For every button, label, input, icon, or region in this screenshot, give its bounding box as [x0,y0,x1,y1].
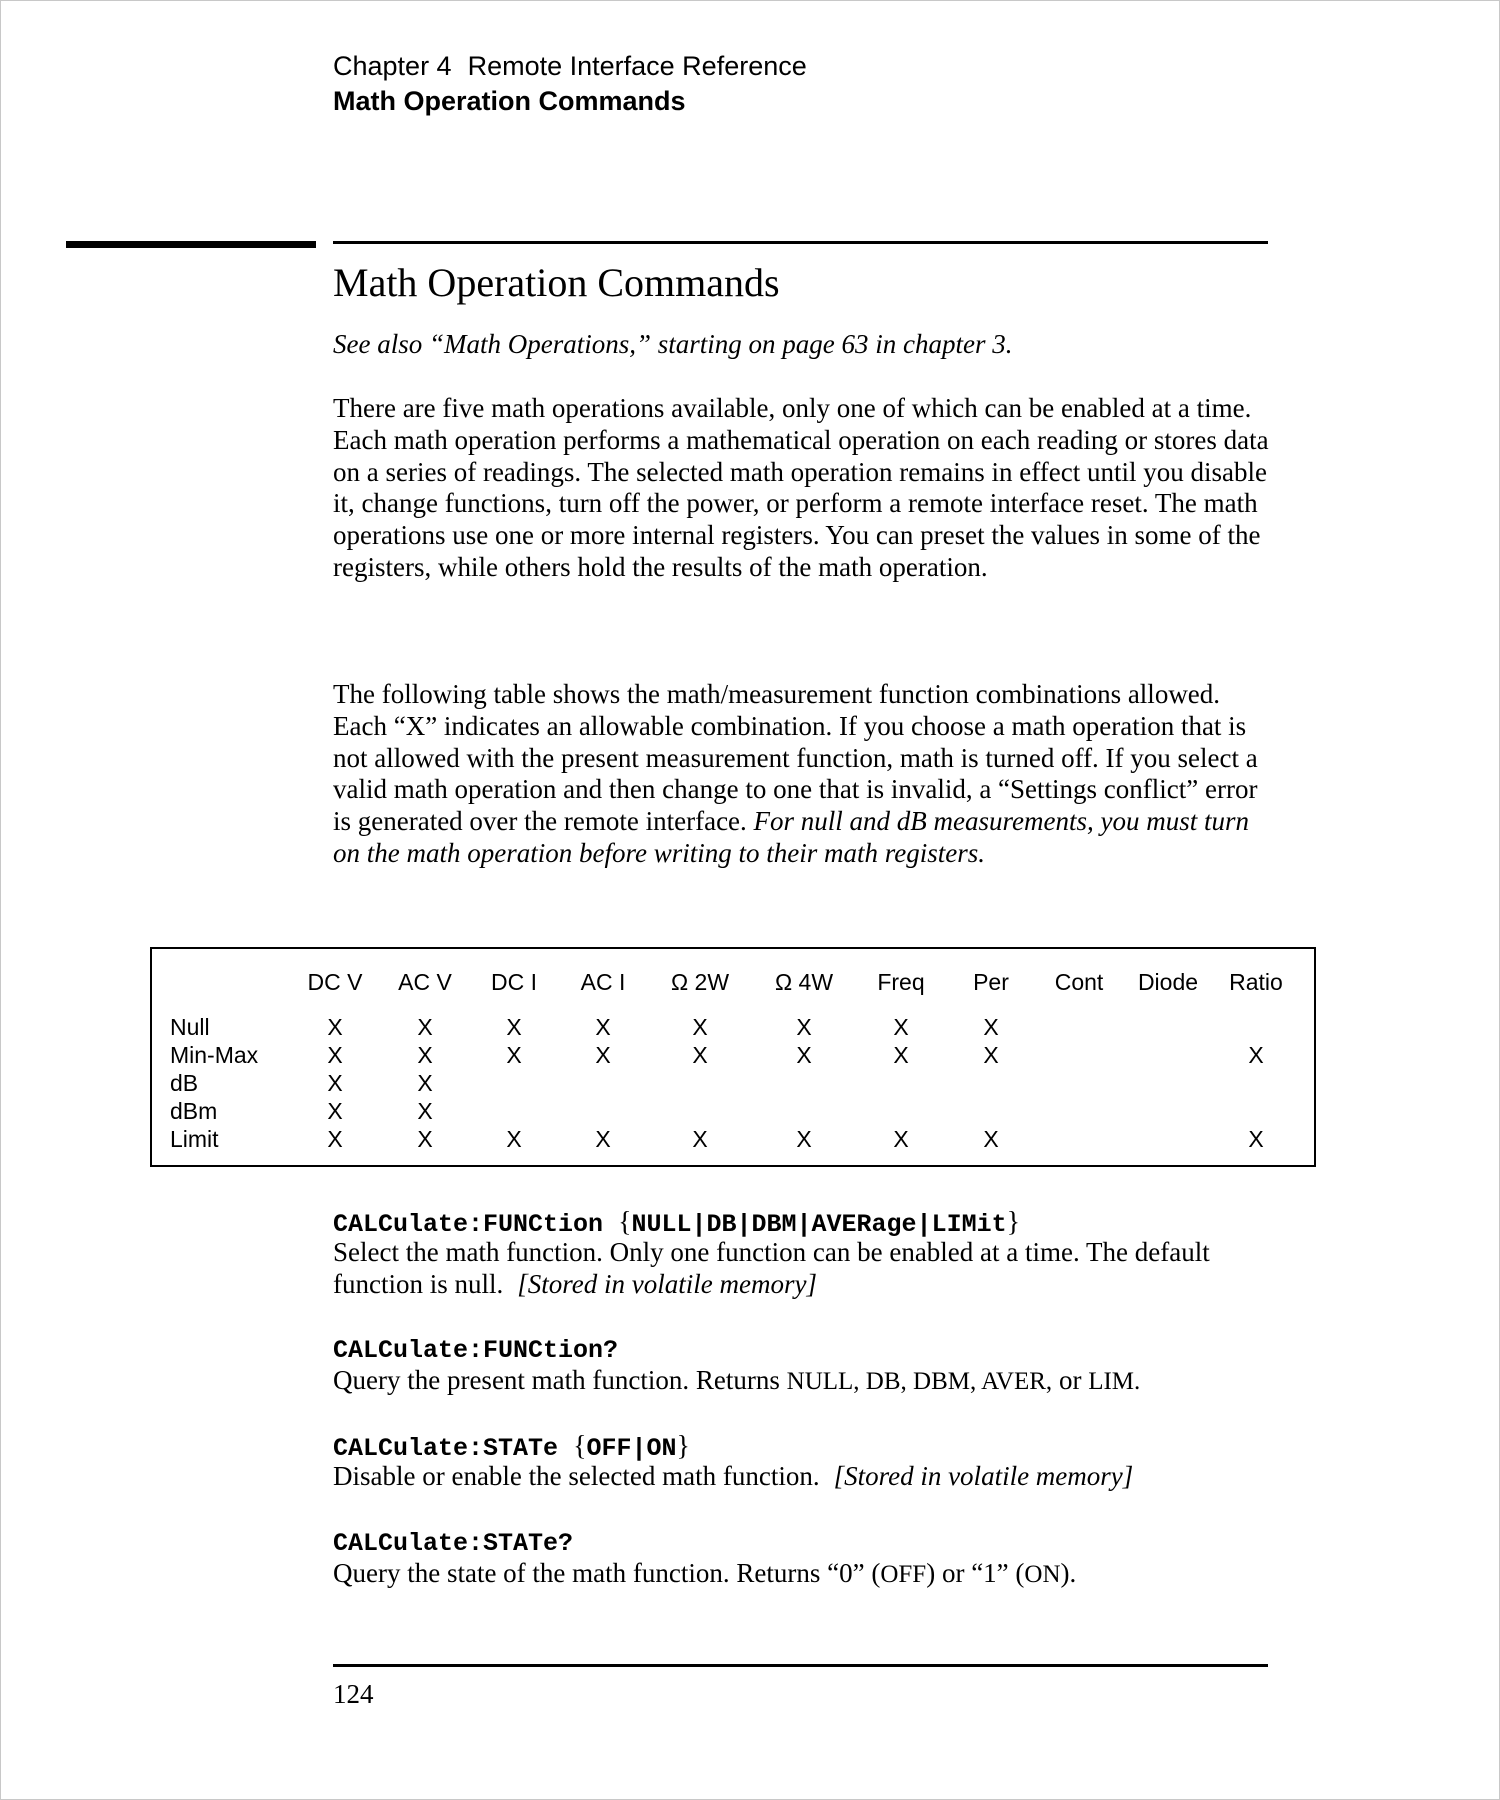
matrix-cell [1036,1041,1122,1069]
column-header: Ratio [1229,968,1283,995]
matrix-cell: X [595,1013,611,1040]
function-combination-table [150,947,1316,1167]
column-header: Ω 4W [774,968,834,995]
command-calc-function-description [333,1237,1273,1301]
matrix-cell [470,1097,558,1125]
matrix-row-min-max [166,1041,1298,1069]
column-header: DC I [491,968,537,995]
column-header: Diode [1137,968,1199,995]
matrix-cell: X [983,1125,999,1152]
matrix-cell [752,1069,856,1097]
matrix-cell [1122,1069,1214,1097]
matrix-cell: X [595,1041,611,1068]
matrix-cell: X [893,1125,909,1152]
matrix-cell: X [1248,1041,1264,1068]
column-header: AC I [580,968,626,995]
close-brace: } [676,1431,690,1462]
matrix-row-limit [166,1125,1298,1153]
matrix-cell [1036,1125,1122,1153]
matrix-cell: X [327,1097,343,1124]
command-head: CALCulate:STATe [333,1434,559,1463]
command-head: CALCulate:FUNCtion [333,1210,604,1239]
row-label: Null [170,1013,210,1040]
value-on: ON [1024,1561,1061,1588]
matrix-cell [558,1069,648,1097]
matrix-cell: X [893,1013,909,1040]
storage-note: [Stored in volatile memory] [833,1461,1134,1491]
close-brace: } [1006,1207,1021,1238]
command-calc-state-query: CALCulate:STATe? [333,1529,574,1558]
matrix-cell: X [692,1125,708,1152]
matrix-cell [1122,1097,1214,1125]
running-header-section: Math Operation Commands [333,86,686,116]
matrix-cell [1214,1097,1298,1125]
section-rule-thin [333,241,1268,244]
open-brace: { [618,1207,632,1238]
row-label: Min-Max [170,1041,259,1068]
matrix-cell: X [692,1041,708,1068]
table-intro-paragraph [333,679,1273,870]
column-header: AC V [398,968,452,995]
running-header-chapter [333,50,807,82]
chapter-number: Chapter 4 [333,51,452,81]
matrix-cell: X [796,1125,812,1152]
see-also-reference: See also “Math Operations,” starting on page 63 in chapter 3. [333,329,1013,359]
return-values: NULL, DB, DBM, AVER, [786,1368,1053,1395]
matrix-cell: X [506,1041,522,1068]
matrix-cell: X [506,1013,522,1040]
matrix-cell [1036,1069,1122,1097]
chapter-title: Remote Interface Reference [467,51,807,81]
matrix-cell: X [796,1041,812,1068]
matrix-cell [648,1069,752,1097]
matrix-cell [1122,1013,1214,1041]
matrix-cell: X [796,1013,812,1040]
column-header: Freq [877,968,925,995]
matrix-cell [648,1097,752,1125]
return-value-last: LIM. [1088,1368,1141,1395]
matrix-cell: X [327,1125,343,1152]
command-calc-function-query-description [333,1365,1273,1398]
matrix-cell: X [595,1125,611,1152]
command-calc-function-query: CALCulate:FUNCtion? [333,1336,619,1365]
row-label: dB [170,1069,199,1096]
matrix-row-dbm [166,1097,1298,1125]
storage-note: [Stored in volatile memory] [517,1268,817,1299]
column-header: DC V [307,968,363,995]
intro-paragraph: There are five math operations available, only one of which can be enabled at a time. Each math operation performs a mathematical operation on each reading or stores data on a series of readings. The selected math operation remains in effect until you disable it, change functions, turn off the power, or perform a remote interface reset. The math operations use one or more internal registers. You can preset the values in some of the registers, while others hold the results of the math operation. [333,393,1269,582]
matrix-cell: X [983,1013,999,1040]
matrix-spacer [166,1005,1298,1013]
description-text: Select the math function. Only one function can be enabled at a time. The default function is null. [333,1237,1210,1299]
matrix-row-null [166,1013,1298,1041]
matrix-row-db [166,1069,1298,1097]
matrix-cell: X [506,1125,522,1152]
command-params: NULL|DB|DBM|AVERage|LIMit [631,1210,1007,1239]
section-rule-thick [66,241,316,248]
matrix-cell [1036,1013,1122,1041]
matrix-cell [470,1069,558,1097]
column-header: Per [973,968,1009,995]
matrix-cell: X [893,1041,909,1068]
command-calc-state-query-description [333,1558,1273,1591]
value-off: OFF [880,1561,927,1588]
matrix-cell: X [327,1041,343,1068]
matrix-cell: X [417,1125,433,1152]
command-calc-state-description [333,1461,1273,1493]
matrix-cell [856,1069,946,1097]
matrix-cell: X [692,1013,708,1040]
matrix-cell [752,1097,856,1125]
matrix-cell: X [417,1041,433,1068]
matrix-cell [1214,1013,1298,1041]
open-brace: { [573,1431,587,1462]
matrix-cell: X [417,1013,433,1040]
table-intro-note: For null and dB measurements, you must turn on the math operation before writing to their math registers. [333,806,1249,868]
matrix-cell: X [417,1097,433,1124]
column-header: Cont [1054,968,1104,995]
command-calc-function [333,1207,1020,1241]
description-mid: ) or “1” ( [926,1558,1025,1588]
table-intro-text: The following table shows the math/measurement function combinations allowed. Each “X” indicates an allowable combination. If you choose a math operation that is not allowed with the present measurement function, math is turned off. If you select a valid math operation and then change to one that is invalid, a “Settings conflict” error is generated over the remote interface. [333,679,1258,837]
description-text: Disable or enable the selected math function. [333,1461,820,1491]
matrix-cell [946,1097,1036,1125]
matrix-cell: X [1248,1125,1264,1152]
matrix-cell: X [327,1069,343,1096]
matrix-cell [946,1069,1036,1097]
row-label: dBm [170,1097,218,1124]
description-text: Query the state of the math function. Returns “0” ( [333,1558,881,1588]
matrix-cell [1122,1125,1214,1153]
row-label: Limit [170,1125,219,1152]
matrix-corner [166,959,290,1005]
description-suffix: ). [1060,1558,1077,1588]
footer-rule [333,1664,1268,1667]
column-header: Ω 2W [670,968,730,995]
command-calc-state [333,1431,690,1465]
matrix-cell [856,1097,946,1125]
matrix-cell: X [417,1069,433,1096]
matrix-cell [1122,1041,1214,1069]
section-title: Math Operation Commands [333,260,780,305]
matrix-cell [1036,1097,1122,1125]
page-number: 124 [333,1679,374,1709]
matrix-cell [1214,1069,1298,1097]
matrix-cell: X [983,1041,999,1068]
description-text: Query the present math function. Returns [333,1365,780,1395]
matrix-cell [558,1097,648,1125]
description-or: or [1058,1365,1082,1395]
matrix-header-row [166,959,1298,1005]
matrix-cell: X [327,1013,343,1040]
command-params: OFF|ON [586,1434,677,1463]
combination-matrix [166,959,1298,1153]
